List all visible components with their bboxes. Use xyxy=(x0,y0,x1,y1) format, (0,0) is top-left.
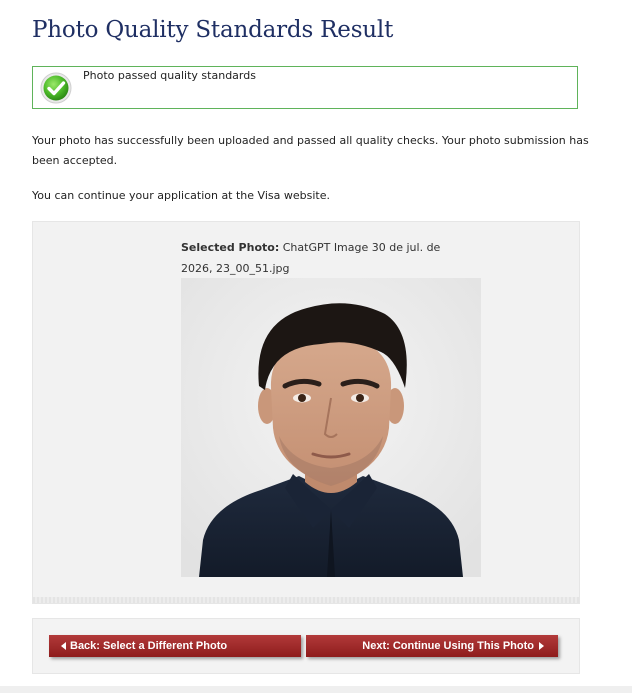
next-button[interactable] xyxy=(306,635,558,657)
panel-divider xyxy=(33,597,579,603)
page-footer-strip xyxy=(0,686,632,693)
status-message-box xyxy=(32,66,578,109)
selected-photo-panel xyxy=(32,221,580,604)
back-button-label: Back: Select a Different Photo xyxy=(70,640,228,652)
status-message: Photo passed quality standards xyxy=(83,69,256,82)
caret-left-icon xyxy=(61,642,66,650)
upload-success-paragraph: Your photo has successfully been uploaded and passed all quality checks. Your photo submission has been accepted. xyxy=(32,134,589,167)
photo-caption xyxy=(181,237,441,279)
page-title: Photo Quality Standards Result xyxy=(32,17,394,43)
continue-paragraph: You can continue your application at the Visa website. xyxy=(32,189,330,202)
selected-photo xyxy=(181,278,481,577)
navigation-bar xyxy=(32,618,580,674)
next-button-label: Next: Continue Using This Photo xyxy=(362,640,534,652)
photo-filename: ChatGPT Image 30 de jul. de 2026, 23_00_51.jpg xyxy=(181,241,441,275)
caret-right-icon xyxy=(539,642,544,650)
portrait-image xyxy=(181,278,481,577)
back-button[interactable] xyxy=(49,635,301,657)
photo-label: Selected Photo: xyxy=(181,241,280,254)
check-circle-icon xyxy=(40,72,72,104)
